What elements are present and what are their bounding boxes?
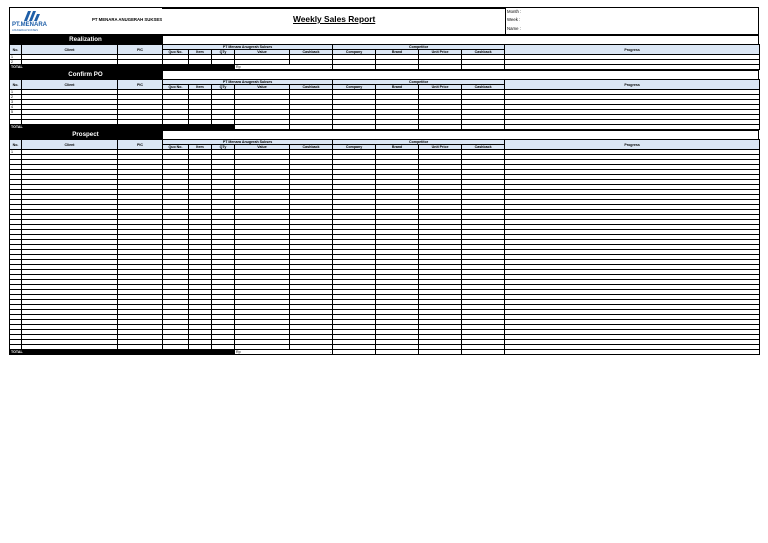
col-client: Client — [22, 140, 118, 150]
col-quo-no: Quo No. — [163, 145, 189, 150]
col-company: Company — [333, 145, 376, 150]
section-bar-rest — [162, 70, 759, 79]
col-quo-no: Quo No. — [163, 85, 189, 90]
col-group-competitor: Competitor — [333, 140, 505, 145]
cell — [333, 125, 376, 130]
section-bar-rest — [162, 130, 759, 139]
col-pic: PIC — [118, 45, 163, 55]
col-cashback-competitor: Cashback — [462, 50, 505, 55]
section-prospect — [9, 130, 759, 139]
cell — [419, 350, 462, 355]
total-bar — [10, 350, 235, 355]
row-number: 4 — [10, 105, 22, 110]
row-number: 1 — [10, 90, 22, 95]
section-title-realization: Realization — [9, 35, 162, 44]
col-quo-no: Quo No. — [163, 50, 189, 55]
section-confirm-po — [9, 70, 759, 79]
row-number: 2 — [10, 95, 22, 100]
col-group-own: PT Menara Anugerah Sukses — [163, 80, 333, 85]
cell — [505, 65, 760, 70]
cell — [419, 65, 462, 70]
cell — [419, 125, 462, 130]
total-value — [235, 350, 333, 355]
confirm-po-table — [9, 79, 760, 130]
report-sheet — [9, 7, 759, 355]
col-item: Item — [189, 85, 212, 90]
total-row — [10, 65, 760, 70]
cell — [505, 125, 760, 130]
realization-table — [9, 44, 760, 70]
logo-mark-icon — [24, 11, 40, 21]
logo-subtext: ANUGERAH SUKSES — [12, 29, 38, 32]
row-number: 1 — [10, 55, 22, 60]
col-progress: Progress — [505, 140, 760, 150]
total-row — [10, 350, 760, 355]
col-item: Item — [189, 50, 212, 55]
col-company: Company — [333, 50, 376, 55]
col-pic: PIC — [118, 80, 163, 90]
cell — [290, 125, 333, 130]
col-no: No. — [10, 80, 22, 90]
report-header — [9, 7, 759, 35]
col-cashback: Cashback — [290, 50, 333, 55]
company-name: PT MENARA ANUGERAH SUKSES — [92, 17, 163, 22]
section-realization — [9, 35, 759, 44]
report-title: Weekly Sales Report — [293, 14, 376, 24]
col-company: Company — [333, 85, 376, 90]
company-logo — [12, 11, 52, 33]
section-title-prospect: Prospect — [9, 130, 162, 139]
row-number: 2 — [10, 60, 22, 65]
section-title-confirm-po: Confirm PO — [9, 70, 162, 79]
total-dash: - — [329, 65, 332, 69]
col-value: Value — [235, 85, 290, 90]
currency-label: Rp — [236, 65, 241, 69]
confirm-po-rows — [10, 90, 760, 125]
col-client: Client — [22, 80, 118, 90]
col-client: Client — [22, 45, 118, 55]
prospect-rows — [10, 150, 760, 350]
name-label: Name : — [507, 26, 521, 31]
header-rule — [162, 8, 505, 9]
cell — [235, 125, 290, 130]
meta-box — [505, 8, 759, 34]
col-qty: QTy — [212, 50, 235, 55]
col-group-own: PT Menara Anugerah Sukses — [163, 140, 333, 145]
cell — [462, 65, 505, 70]
prospect-table — [9, 139, 760, 355]
week-label: Week : — [507, 17, 521, 22]
col-brand: Brand — [376, 145, 419, 150]
col-value: Value — [235, 145, 290, 150]
col-item: Item — [189, 145, 212, 150]
col-unit-price: Unit Price — [419, 50, 462, 55]
col-qty: QTy — [212, 145, 235, 150]
col-progress: Progress — [505, 45, 760, 55]
col-cashback: Cashback — [290, 145, 333, 150]
currency-label: Rp — [236, 350, 241, 354]
total-label: TOTAL — [11, 65, 23, 69]
total-bar — [10, 125, 235, 130]
col-cashback: Cashback — [290, 85, 333, 90]
cell — [333, 65, 376, 70]
total-row — [10, 125, 760, 130]
col-cashback-competitor: Cashback — [462, 145, 505, 150]
col-group-own: PT Menara Anugerah Sukses — [163, 45, 333, 50]
col-group-competitor: Competitor — [333, 80, 505, 85]
total-label: TOTAL — [11, 350, 23, 354]
section-bar-rest — [162, 35, 759, 44]
row-number: 1 — [10, 150, 22, 155]
logo-text: PT.MENARA — [12, 22, 48, 28]
cell — [462, 125, 505, 130]
col-no: No. — [10, 140, 22, 150]
cell — [376, 65, 419, 70]
cell — [376, 350, 419, 355]
month-label: Month : — [507, 9, 522, 14]
col-value: Value — [235, 50, 290, 55]
total-bar — [10, 65, 235, 70]
col-cashback-competitor: Cashback — [462, 85, 505, 90]
col-pic: PIC — [118, 140, 163, 150]
col-unit-price: Unit Price — [419, 85, 462, 90]
cell — [333, 350, 376, 355]
col-group-competitor: Competitor — [333, 45, 505, 50]
row-number: 5 — [10, 110, 22, 115]
total-label: TOTAL — [11, 125, 23, 129]
cell — [376, 125, 419, 130]
col-no: No. — [10, 45, 22, 55]
cell — [505, 350, 760, 355]
col-progress: Progress — [505, 80, 760, 90]
col-qty: QTy — [212, 85, 235, 90]
cell — [462, 350, 505, 355]
col-brand: Brand — [376, 50, 419, 55]
col-unit-price: Unit Price — [419, 145, 462, 150]
total-value — [235, 65, 333, 70]
total-dash: - — [329, 350, 332, 354]
col-brand: Brand — [376, 85, 419, 90]
row-number: 3 — [10, 100, 22, 105]
